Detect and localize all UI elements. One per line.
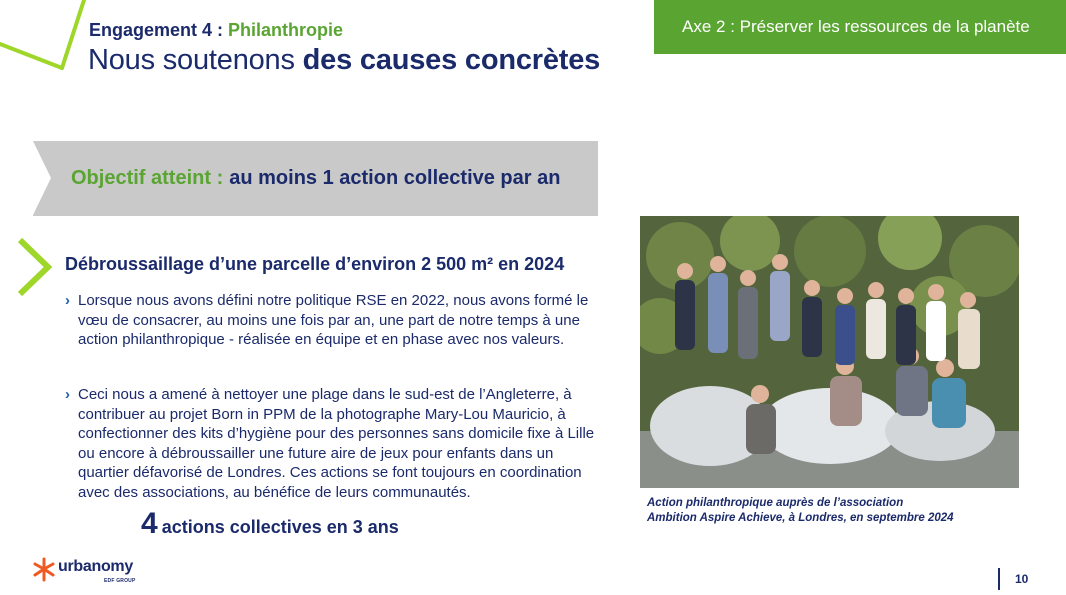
objective-text: au moins 1 action collective par an	[229, 167, 561, 189]
key-figure-label: actions collectives en 3 ans	[161, 517, 399, 537]
logo-group-label: EDF GROUP	[104, 578, 136, 584]
objective-band	[33, 141, 598, 216]
axe-banner: Axe 2 : Préserver les ressources de la planète	[654, 0, 1066, 54]
band-notch	[33, 141, 51, 215]
edf-flower-icon	[31, 556, 57, 582]
page-number: 10	[1015, 572, 1029, 586]
key-figure-number: 4	[141, 507, 158, 540]
page-divider	[998, 568, 1000, 590]
group-photo	[640, 216, 1019, 488]
engagement-label: Engagement 4 : Philanthropie	[89, 20, 344, 40]
bullet-icon: ›	[65, 292, 70, 309]
objective-status: Objectif atteint :	[71, 167, 224, 189]
section-title: Débroussaillage d’une parcelle d’environ 2 500 m² en 2024	[65, 254, 565, 274]
photo-caption: Action philanthropique auprès de l’association Ambition Aspire Achieve, à Londres, en septembre 2024	[647, 497, 954, 524]
urbanomy-logo	[31, 556, 151, 588]
paragraph: › Ceci nous a amené à nettoyer une plage dans le sud-est de l’Angleterre, à contribuer au projet Born in PPM de la photographe Mary-Lou Mauricio, à confectionner des kits d’hygiène pour des personnes sans domicile fixe à Lille ou encore à débroussailler une future aire de jeux pour enfants dans un quartier défavorisé de Londres. Ces actions se font toujours en coordination avec des associations, au bénéfice de leurs communautés.	[65, 386, 595, 501]
logo-wordmark: urbanomy	[58, 558, 133, 575]
key-figure	[141, 507, 399, 541]
page-title: Nous soutenons des causes concrètes	[88, 44, 601, 76]
bullet-icon: ›	[65, 386, 70, 403]
chevron-icon	[14, 236, 56, 298]
paragraph: › Lorsque nous avons défini notre politique RSE en 2022, nous avons formé le vœu de consacrer, au moins une fois par an, une part de notre temps à une action philanthropique - réalisée en équipe et en phase avec nos valeurs.	[65, 292, 589, 348]
decorative-lines	[0, 0, 100, 80]
